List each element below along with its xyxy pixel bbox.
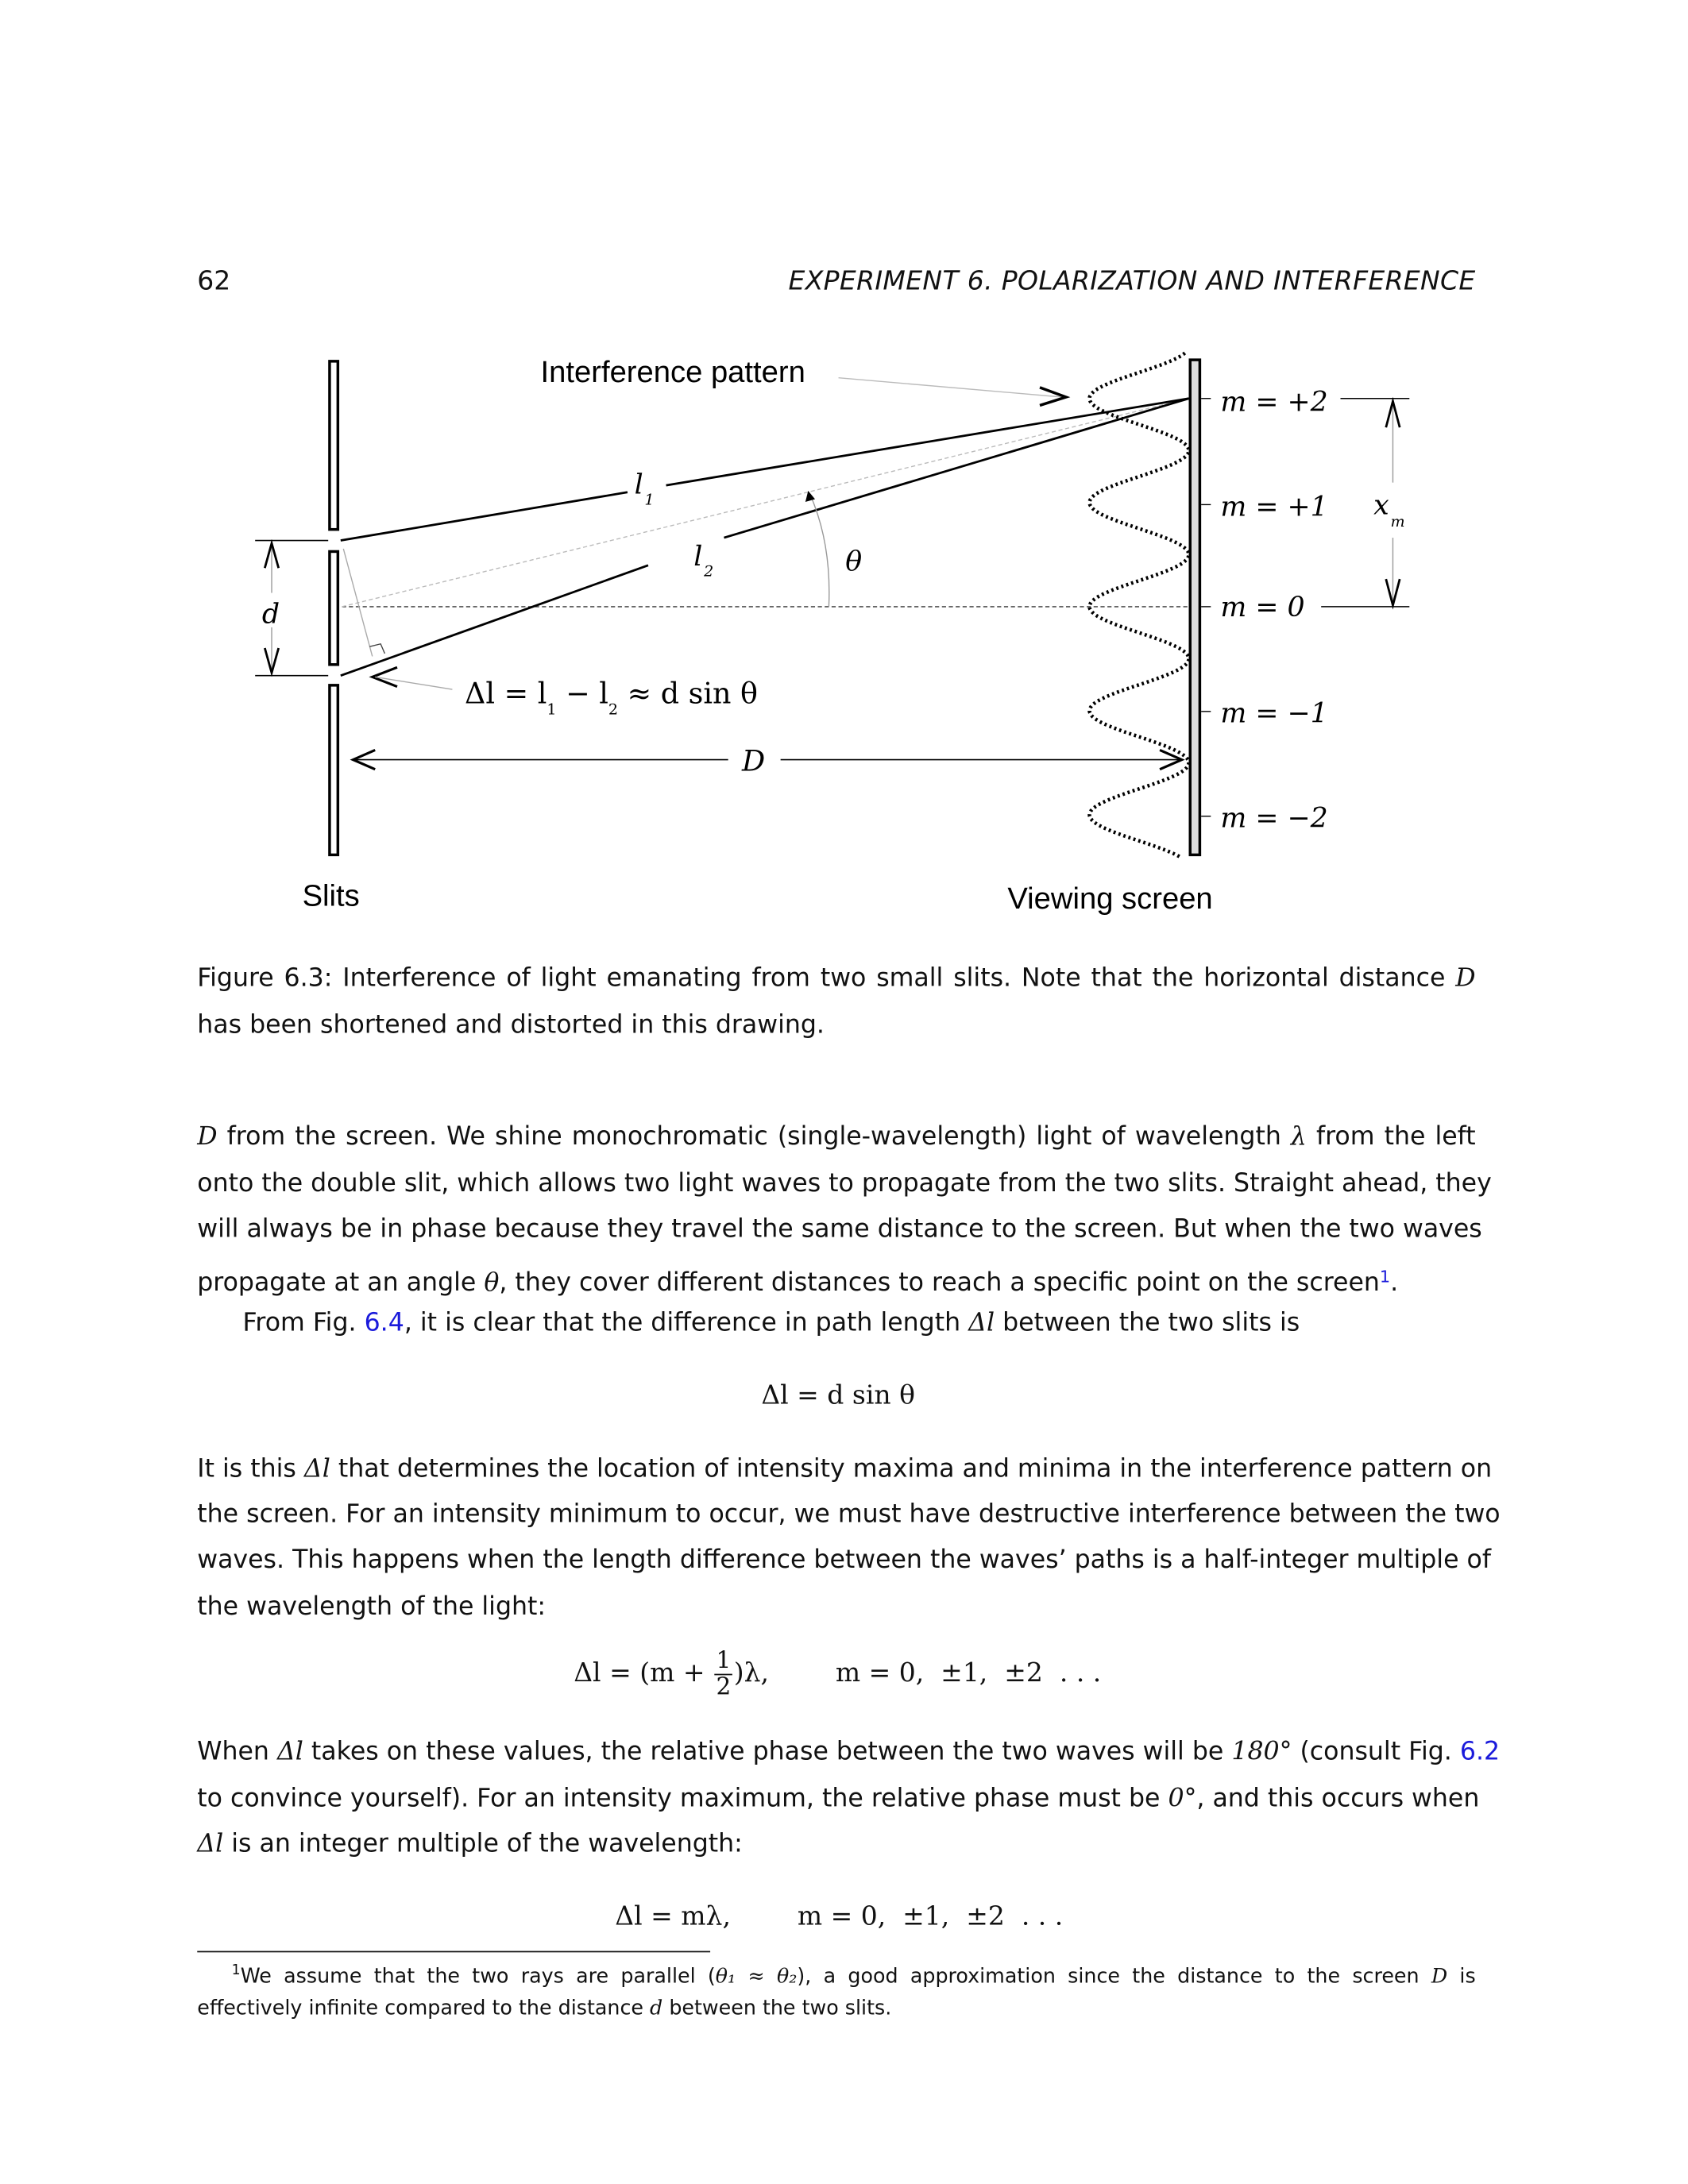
text: It is this xyxy=(197,1454,304,1484)
math-inline: D xyxy=(1431,1964,1448,1989)
text-line xyxy=(197,1784,1480,1815)
theta-label: θ xyxy=(845,546,863,578)
text: between the two slits is xyxy=(995,1308,1300,1338)
text: ), a good approximation since the distance to the screen xyxy=(797,1964,1431,1989)
text: From Fig. xyxy=(242,1308,365,1338)
text-line xyxy=(197,1169,1492,1199)
interference-pattern-label: Interference pattern xyxy=(540,354,805,389)
page-number: 62 xyxy=(197,266,231,297)
text-line xyxy=(197,964,1475,994)
ray-l2 xyxy=(724,399,1188,538)
text: , it is clear that the difference in path length xyxy=(404,1308,969,1338)
text: propagate at an angle xyxy=(197,1268,485,1298)
theta-arc xyxy=(811,496,829,607)
ray-l1 xyxy=(666,399,1189,485)
text: , they cover different distances to reach a specific point on the screen xyxy=(499,1268,1380,1298)
text: takes on these values, the relative phase between the two waves will be xyxy=(303,1737,1232,1766)
math-inline: 180° xyxy=(1231,1737,1292,1766)
text-line xyxy=(197,1592,1475,1623)
text-line xyxy=(197,1262,1475,1299)
text-line xyxy=(197,1122,1475,1152)
denominator: 2 xyxy=(716,1673,732,1702)
text: We assume that the two rays are parallel ( xyxy=(240,1964,716,1989)
math-inline: D xyxy=(197,1122,218,1152)
text-line xyxy=(232,1959,1476,1989)
ray-l1 xyxy=(341,492,628,541)
text: from the left xyxy=(1306,1122,1476,1152)
math-inline: Δl xyxy=(303,1454,330,1484)
text-line xyxy=(243,1309,1476,1339)
text-line xyxy=(197,1454,1493,1485)
text: When xyxy=(197,1737,277,1766)
viewing-screen xyxy=(1190,360,1199,855)
l1-label: l $_1$ xyxy=(634,469,655,509)
slit-barrier-bottom xyxy=(330,685,338,855)
footnote-marker[interactable]: 1 xyxy=(1379,1267,1391,1287)
text: onto the double slit, which allows two light waves to propagate from the two slits. Straight ahead, they xyxy=(197,1169,1492,1198)
center-ray xyxy=(342,399,1189,607)
text-line xyxy=(197,1545,1491,1576)
text-line xyxy=(197,1499,1501,1530)
text: Figure 6.3: Interference of light emanating from two small slits. Note that the horizontal distance xyxy=(197,963,1456,993)
figure-link[interactable]: 6.4 xyxy=(364,1308,404,1338)
math-inline: Δl xyxy=(276,1737,303,1766)
interference-figure xyxy=(0,0,1688,965)
math-inline: Δl xyxy=(197,1829,224,1859)
eq-part: Δl = (m + xyxy=(574,1657,713,1688)
text-line xyxy=(197,1214,1482,1245)
xm-label: $x_m$ xyxy=(1373,489,1405,531)
delta-l-equation: $\Delta l = l_1 - l_2 \approx d$ sin θ xyxy=(465,676,758,719)
equation-minima xyxy=(574,1649,1101,1700)
math-inline: D xyxy=(1455,963,1476,993)
text: between the two slits. xyxy=(662,1996,892,2020)
text: has been shortened and distorted in this drawing. xyxy=(197,1010,825,1040)
text: effectively infinite compared to the distance xyxy=(197,1996,651,2020)
text: , and this occurs when xyxy=(1196,1784,1480,1813)
math-inline: 0° xyxy=(1168,1784,1197,1813)
text-line xyxy=(197,1011,1475,1041)
equation-maxima: Δl = mλ, m = 0, ±1, ±2 . . . xyxy=(615,1901,1064,1932)
footnote-rule xyxy=(197,1951,710,1953)
fraction-half xyxy=(715,1649,732,1700)
interference-pointer xyxy=(839,378,1062,397)
math-inline: θ₁ ≈ θ₂ xyxy=(715,1964,798,1989)
order-label: m = −2 xyxy=(1220,802,1328,835)
math-inline: θ xyxy=(484,1268,500,1298)
text-line xyxy=(197,1737,1501,1767)
slit-barrier-top xyxy=(330,361,338,530)
viewing-screen-label: Viewing screen xyxy=(1007,882,1213,916)
order-label: m = +2 xyxy=(1220,386,1328,419)
text: (consult Fig. xyxy=(1292,1737,1460,1766)
text-line xyxy=(197,1997,1475,2021)
text: the wavelength of the light: xyxy=(197,1592,547,1622)
right-angle-mark xyxy=(369,644,384,654)
equation-path-difference: Δl = d sin θ xyxy=(761,1379,915,1411)
figure-link[interactable]: 6.2 xyxy=(1459,1737,1501,1766)
text: will always be in phase because they travel the same distance to the screen. But when the two waves xyxy=(197,1214,1482,1244)
slits-label: Slits xyxy=(302,878,360,913)
text-line xyxy=(197,1830,1475,1860)
text: is an integer multiple of the wavelength: xyxy=(223,1829,743,1859)
text: the screen. For an intensity minimum to occur, we must have destructive interference between the two xyxy=(197,1499,1501,1530)
running-title: EXPERIMENT 6. POLARIZATION AND INTERFERENCE xyxy=(788,266,1476,297)
slit-barrier-middle xyxy=(330,551,338,664)
text: to convince yourself). For an intensity maximum, the relative phase must be xyxy=(197,1784,1168,1813)
math-inline: λ xyxy=(1290,1122,1307,1152)
eq-part: )λ, m = 0, ±1, ±2 . . . xyxy=(733,1657,1102,1688)
order-labels xyxy=(1201,386,1328,834)
ray-l2 xyxy=(341,565,648,676)
D-label: D xyxy=(742,743,766,778)
order-label: m = −1 xyxy=(1220,697,1328,730)
footnote-marker[interactable]: 1 xyxy=(231,1963,241,1979)
l2-label: l $_2$ xyxy=(693,540,714,581)
d-label: d xyxy=(261,598,280,631)
interference-intensity-curve xyxy=(1090,353,1189,857)
order-label: m = 0 xyxy=(1220,592,1305,624)
numerator: 1 xyxy=(716,1647,732,1676)
math-inline: Δl xyxy=(968,1308,995,1338)
text: . xyxy=(1390,1268,1399,1298)
text: that determines the location of intensity maxima and minima in the interference pattern on xyxy=(330,1454,1493,1484)
text: from the screen. We shine monochromatic (single-wavelength) light of wavelength xyxy=(217,1122,1291,1152)
math-inline: d xyxy=(650,1996,663,2020)
text: is xyxy=(1447,1964,1476,1989)
text: waves. This happens when the length difference between the waves’ paths is a half-integer multiple of xyxy=(197,1545,1491,1575)
order-label: m = +1 xyxy=(1220,491,1328,523)
perpendicular-line xyxy=(343,549,372,656)
